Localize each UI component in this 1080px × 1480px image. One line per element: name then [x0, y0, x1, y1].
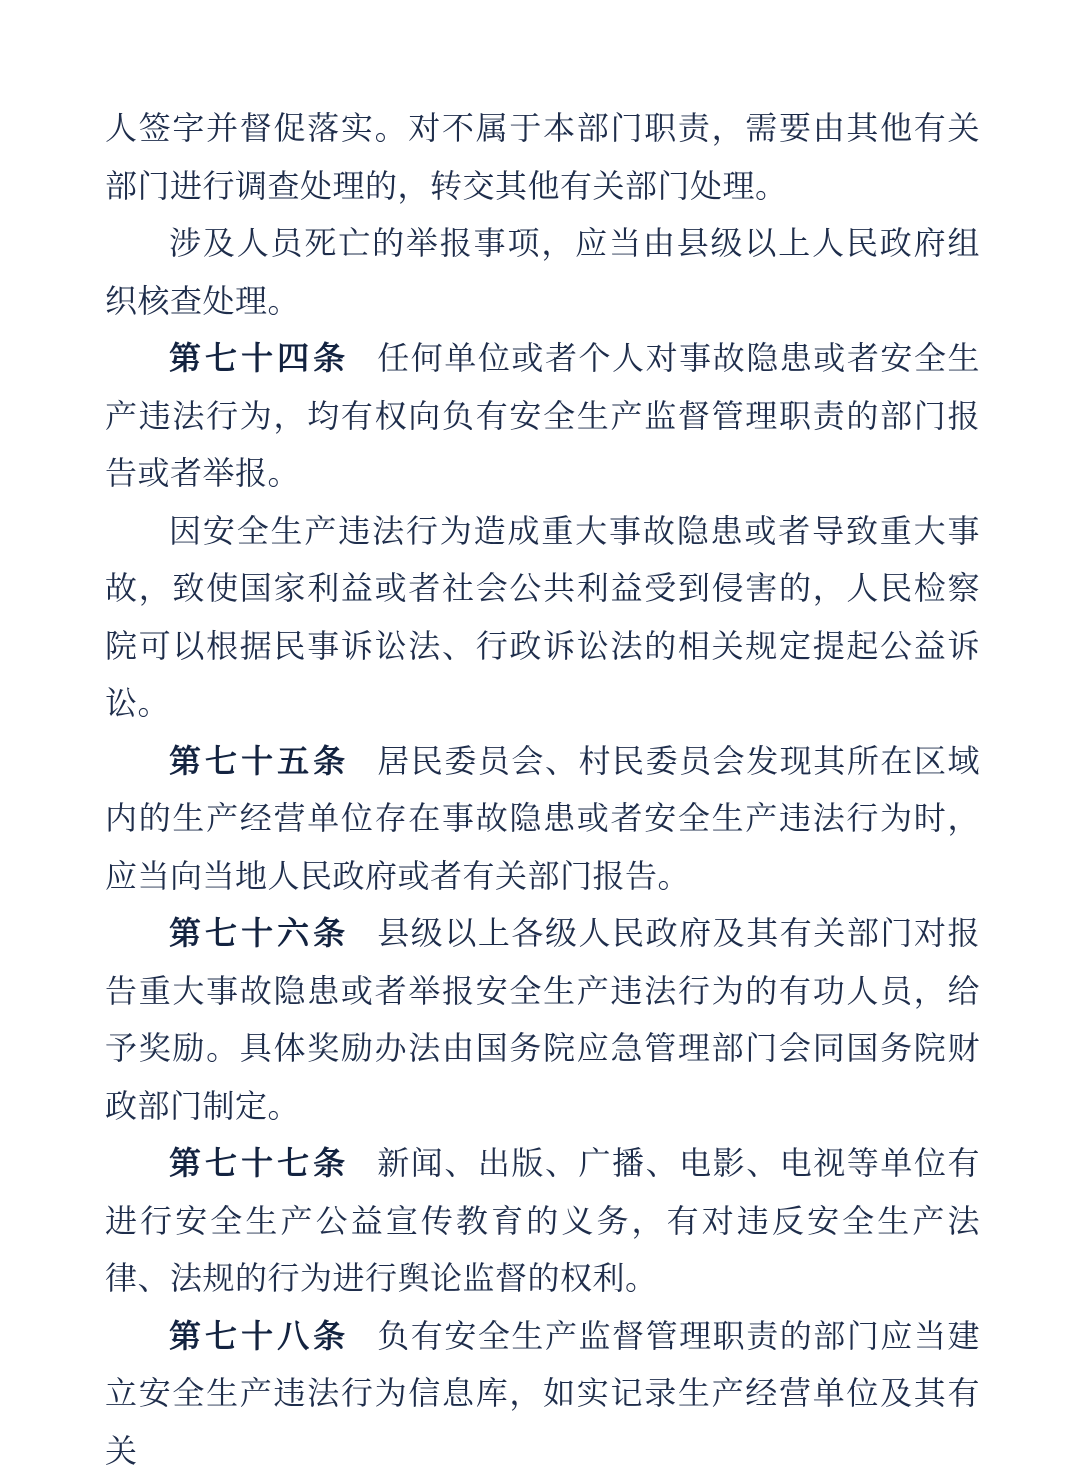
paragraph-text: 县级以上各级人民政府及其有关部门对报告重大事故隐患或者举报安全生产违法行为的有功人员，给予奖励。具体奖励办法由国务院应急管理部门会同国务院财政部门制定。 — [105, 914, 980, 1125]
law-text-block — [105, 100, 980, 1480]
paragraph-text: 任何单位或者个人对事故隐患或者安全生产违法行为，均有权向负有安全生产监督管理职责的部门报告或者举报。 — [105, 339, 980, 492]
paragraph-text: 新闻、出版、广播、电影、电视等单位有进行安全生产公益宣传教育的义务，有对违反安全生产法律、法规的行为进行舆论监督的权利。 — [105, 1144, 980, 1297]
paragraph-text: 负有安全生产监督管理职责的部门应当建立安全生产违法行为信息库，如实记录生产经营单位及其有关 — [105, 1317, 980, 1470]
article-number: 第七十四条 — [169, 339, 349, 377]
body-paragraph — [105, 100, 980, 215]
body-paragraph — [105, 215, 980, 330]
article-paragraph — [105, 905, 980, 1135]
paragraph-text: 人签字并督促落实。对不属于本部门职责，需要由其他有关部门进行调查处理的，转交其他有关部门处理。 — [105, 109, 980, 205]
body-paragraph — [105, 503, 980, 733]
article-paragraph — [105, 733, 980, 906]
paragraph-text: 因安全生产违法行为造成重大事故隐患或者导致重大事故，致使国家利益或者社会公共利益受到侵害的，人民检察院可以根据民事诉讼法、行政诉讼法的相关规定提起公益诉讼。 — [105, 512, 980, 723]
paragraph-text: 涉及人员死亡的举报事项，应当由县级以上人民政府组织核查处理。 — [105, 224, 980, 320]
paragraph-text: 居民委员会、村民委员会发现其所在区域内的生产经营单位存在事故隐患或者安全生产违法行为时，应当向当地人民政府或者有关部门报告。 — [105, 742, 980, 895]
article-number: 第七十八条 — [169, 1317, 349, 1355]
article-number: 第七十七条 — [169, 1144, 349, 1182]
article-number: 第七十六条 — [169, 914, 349, 952]
article-paragraph — [105, 1308, 980, 1480]
article-paragraph — [105, 330, 980, 503]
article-number: 第七十五条 — [169, 742, 349, 780]
article-paragraph — [105, 1135, 980, 1308]
